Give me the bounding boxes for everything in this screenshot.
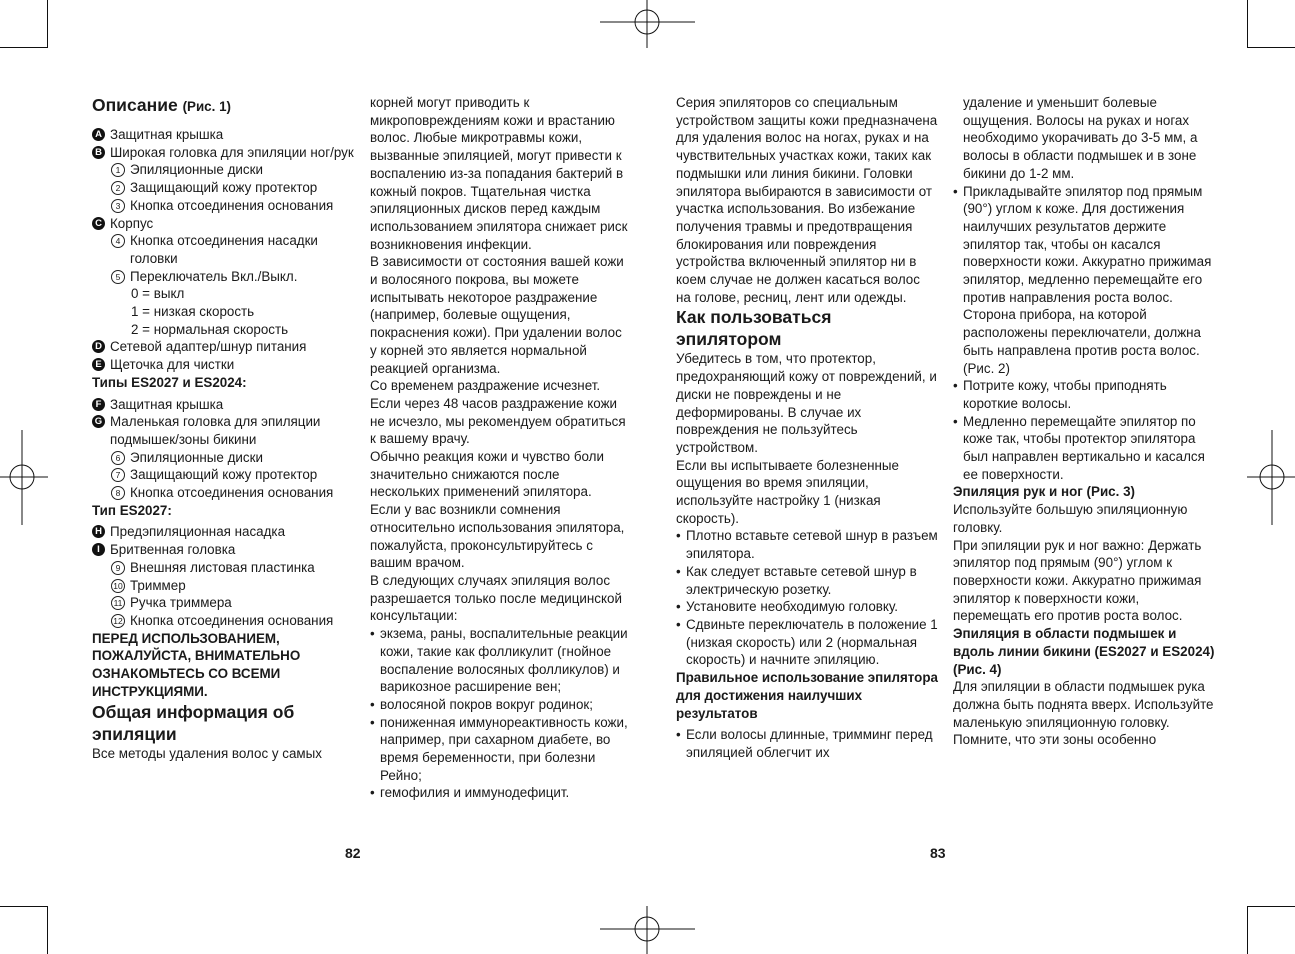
section-title-description: Описание (Рис. 1) (92, 95, 231, 115)
underarm-heading: Эпиляция в области подмышек и вдоль линии бикини (ES2027 и ES2024) (Рис. 4) (953, 626, 1215, 677)
list-item: • Прикладывайте эпилятор под прямым (90°) углом к коже. Для достижения наилучших результатов держите эпилятор так, чтобы он касался поверхности кожи. Аккуратно прижимая эпилятор, медленно перемещайте его против направления роста волос. Сторона прибора, на которой расположены переключатели, должна быть направлена против роста волос. (Рис. 2) (953, 183, 1212, 376)
part-i-12: 12 Кнопка отсоединения основания (111, 612, 354, 630)
speed-1: 1 = низкая скорость (131, 304, 255, 320)
list-item: • Потрите кожу, чтобы приподнять короткие волосы. (953, 378, 1167, 411)
warning-text: ПЕРЕД ИСПОЛЬЗОВАНИЕМ, ПОЖАЛУЙСТА, ВНИМАТЕЛЬНО ОЗНАКОМЬТЕСЬ СО ВСЕМИ ИНСТРУКЦИЯМИ. (92, 630, 301, 699)
paragraph: Если вы испытываете болезненные ощущения во время эпиляции, используйте настройку 1 (низкая скорость). (676, 457, 899, 526)
type-heading: Тип ES2027: (92, 502, 172, 518)
list-item: • пониженная иммунореактивность кожи, например, при сахарном диабете, во время беременности, при болезни Рейно; (370, 714, 628, 783)
part-g-7: 7 Защищающий кожу протектор (111, 466, 354, 484)
part-c-5: 5 Переключатель Вкл./Выкл. (111, 268, 354, 286)
part-b-3: 3 Кнопка отсоединения основания (111, 197, 354, 215)
part-i-9: 9 Внешняя листовая пластинка (111, 559, 354, 577)
badge-i: I (92, 543, 105, 556)
how-to-heading: Как пользоваться эпилятором (676, 307, 832, 350)
paragraph: Обычно реакция кожи и чувство боли значительно снижаются после нескольких применений эпилятора. (370, 449, 604, 500)
part-d: D Сетевой адаптер/шнур питания (92, 338, 354, 356)
badge-h: H (92, 525, 105, 538)
part-f: F Защитная крышка (92, 396, 354, 414)
badge-c: C (92, 217, 105, 230)
list-item: • Плотно вставьте сетевой шнур в разъем эпилятора. (676, 528, 938, 562)
paragraph: Если у вас возникли сомнения относительно использования эпилятора, пожалуйста, проконсультируйтесь с вашим врачом. (370, 502, 625, 571)
page-number-left: 82 (345, 845, 361, 861)
paragraph: Используйте большую эпиляционную головку. (953, 502, 1188, 535)
badge-b: B (92, 146, 105, 159)
part-g-8: 8 Кнопка отсоединения основания (111, 484, 354, 502)
part-c: C Корпус (92, 215, 354, 233)
part-a: A Защитная крышка (92, 126, 354, 144)
badge-f: F (92, 398, 105, 411)
badge-d: D (92, 340, 105, 353)
badge-a: A (92, 128, 105, 141)
list-item: • Сдвиньте переключатель в положение 1 (низкая скорость) или 2 (нормальная скорость) и начните эпиляцию. (676, 616, 938, 668)
paragraph: При эпиляции рук и ног важно: Держать эпилятор под прямым (90°) углом к поверхности кожи. Аккуратно прижимая эпилятор к поверхности кожи, перемещать его против роста волос. (953, 537, 1202, 624)
part-b-2: 2 Защищающий кожу протектор (111, 179, 354, 197)
speed-0: 0 = выкл (131, 286, 185, 302)
paragraph: корней могут приводить к микроповреждениям кожи и врастанию волос. Любые микротравмы кожи, вызванные эпиляцией, могут привести к воспалению из-за попадания бактерий в кожный покров. Тщательная чистка эпиляционных дисков перед каждым использованием эпилятора снижает риск возникновения инфекции. (370, 95, 628, 252)
list-item: • волосяной покров вокруг родинок; (370, 696, 593, 712)
paragraph: удаление и уменьшит болевые ощущения. Волосы на руках и ногах необходимо укорачивать до 3-5 мм, а волосы в области подмышек и в зоне бикини до 1-2 мм. (963, 95, 1198, 181)
paragraph: Со временем раздражение исчезнет. Если через 48 часов раздражение кожи не исчезло, мы рекомендуем обратиться к вашему врачу. (370, 378, 626, 447)
arms-heading: Эпиляция рук и ног (Рис. 3) (953, 484, 1135, 500)
paragraph: Убедитесь в том, что протектор, предохраняющий кожу от повреждений, и диски не повреждены и не деформированы. В случае их повреждения не пользуйтесь устройством. (676, 351, 937, 455)
general-heading: Общая информация об эпиляции (92, 701, 295, 744)
paragraph: Серия эпиляторов со специальным устройством защиты кожи предназначена для удаления волос на ногах, руках и на чувствительных участках кожи, таких как подмышки или линия бикини. Головки эпилятора выбираются в зависимости от участка использования. Во избежание получения травмы и предотвращения блокирования или повреждения устройства включенный эпилятор ни в коем случае не должен касаться волос на голове, ресниц, лент или одежды. (676, 95, 938, 305)
part-i-11: 11 Ручка триммера (111, 594, 354, 612)
part-h: H Предэпиляционная насадка (92, 523, 354, 541)
part-i: I Бритвенная головка (92, 541, 354, 559)
list-item: • экзема, раны, воспалительные реакции кожи, такие как фолликулит (гнойное воспаление волосяных фолликулов) и варикозное расширение вен; (370, 626, 628, 695)
list-item: • Установите необходимую головку. (676, 599, 898, 615)
part-b-1: 1 Эпиляционные диски (111, 161, 354, 179)
paragraph: В следующих случаях эпиляция волос разрешается только после медицинской консультации: (370, 572, 622, 624)
part-e: E Щеточка для чистки (92, 356, 354, 374)
speed-2: 2 = нормальная скорость (131, 321, 289, 337)
list-item: • Медленно перемещайте эпилятор по коже так, чтобы протектор эпилятора был направлен вертикально и касался ее поверхности. (953, 413, 1205, 482)
list-item: • Если волосы длинные, тримминг перед эпиляцией облегчит их (676, 727, 933, 760)
page-number-right: 83 (930, 845, 946, 861)
list-item: • Как следует вставьте сетевой шнур в электрическую розетку. (676, 563, 917, 597)
list-item: • гемофилия и иммунодефицит. (370, 785, 570, 801)
proper-use-heading: Правильное использование эпилятора для достижения наилучших результатов (676, 670, 938, 721)
paragraph: В зависимости от состояния вашей кожи и волосяного покрова, вы можете испытывать некоторое раздражение (например, болевые ощущения, покраснения кожи). При удалении волос у корней это является нормальной реакцией организма. (370, 254, 624, 376)
part-g: G Маленькая головка для эпиляции подмышек/зоны бикини (92, 413, 354, 448)
paragraph: Для эпиляции в области подмышек рука должна быть поднята вверх. Используйте маленькую эпиляционную головку. Помните, что эти зоны особенно (953, 679, 1214, 748)
badge-g: G (92, 415, 105, 428)
part-c-4: 4 Кнопка отсоединения насадки головки (111, 232, 354, 267)
badge-e: E (92, 358, 105, 371)
types-heading: Типы ES2027 и ES2024: (92, 374, 247, 390)
part-b: B Широкая головка для эпиляции ног/рук (92, 144, 354, 162)
general-text: Все методы удаления волос у самых (92, 745, 322, 761)
part-i-10: 10 Триммер (111, 577, 354, 595)
part-g-6: 6 Эпиляционные диски (111, 449, 354, 467)
